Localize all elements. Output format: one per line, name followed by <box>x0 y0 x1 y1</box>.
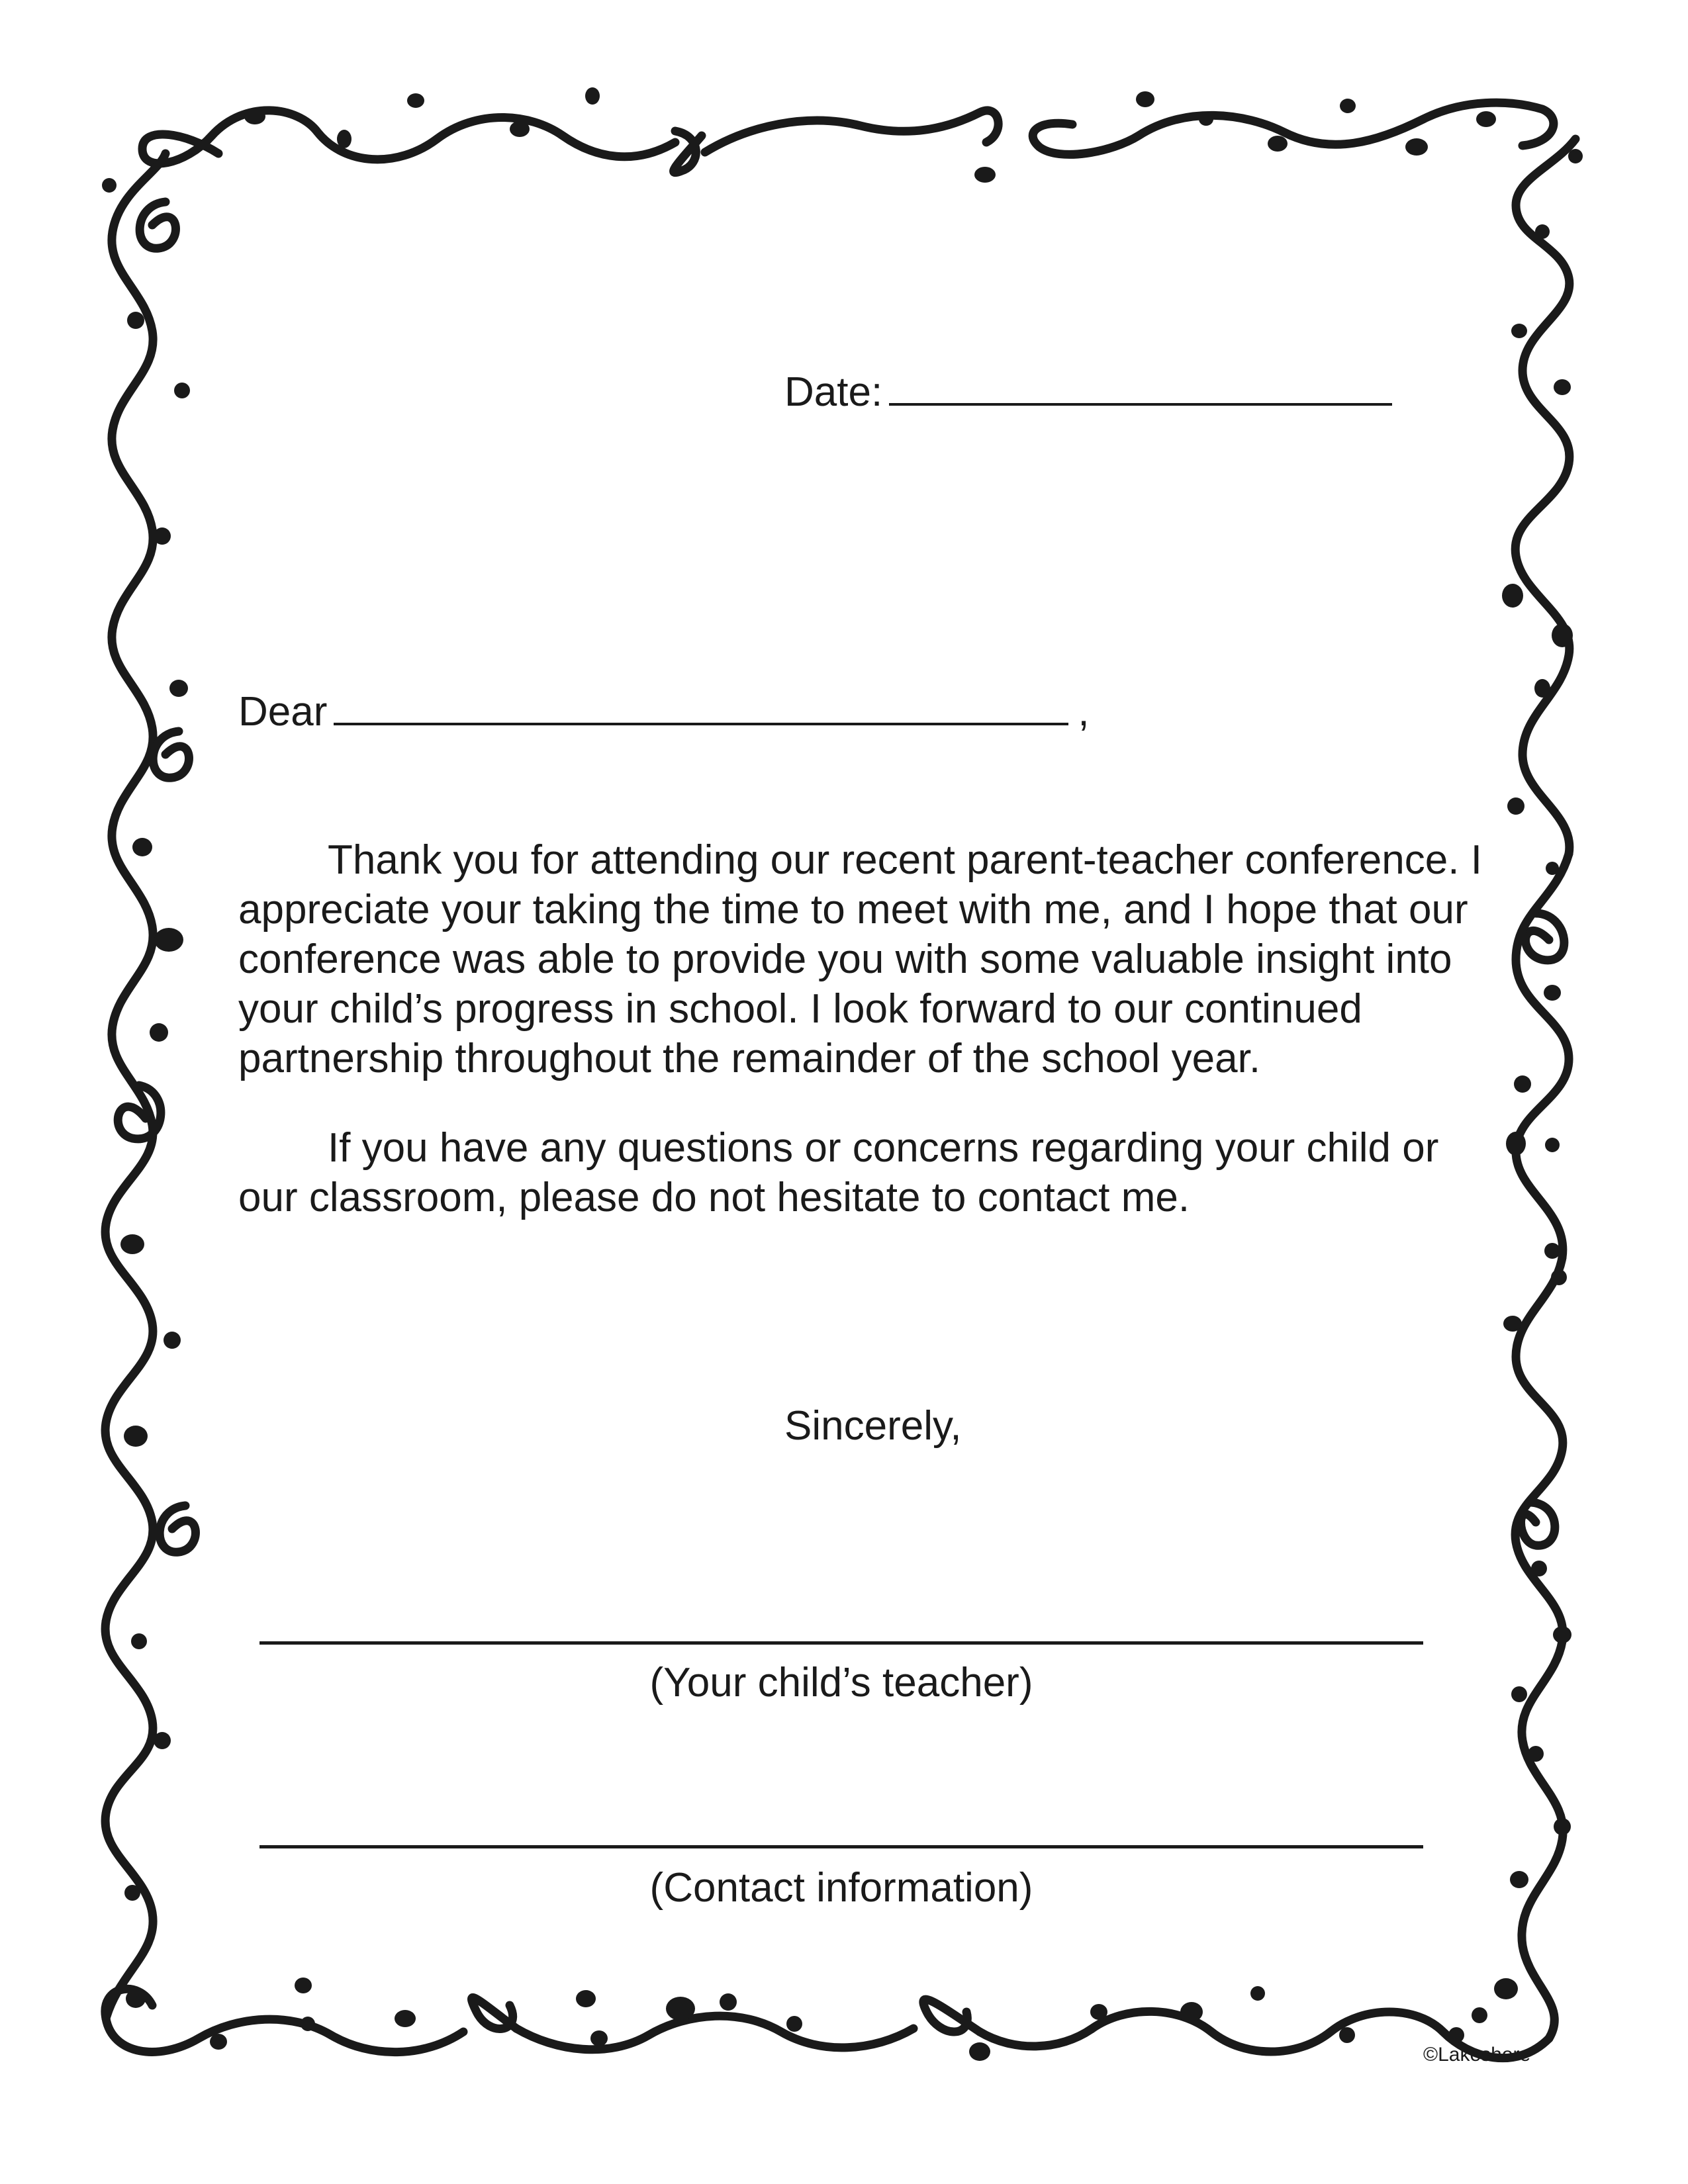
contact-caption: (Contact information) <box>649 1865 1033 1911</box>
body-paragraph-2: If you have any questions or concerns regarding your child or our classroom, please do not hesitate to contact me. <box>238 1125 1439 1220</box>
date-blank-line[interactable] <box>889 370 1392 406</box>
recipient-blank-line[interactable] <box>334 690 1068 725</box>
teacher-caption: (Your child’s teacher) <box>649 1660 1033 1706</box>
date-field <box>784 367 1392 418</box>
date-label: Date: <box>784 369 883 415</box>
copyright-notice: ©Lakeshore <box>1423 2044 1531 2066</box>
contact-info-line[interactable] <box>259 1845 1423 1848</box>
salutation-comma: , <box>1078 689 1090 735</box>
closing: Sincerely, <box>784 1403 962 1449</box>
letter-body <box>238 835 1483 1262</box>
salutation <box>238 687 1090 737</box>
dear-label: Dear <box>238 689 328 735</box>
body-paragraph-1: Thank you for attending our recent parent-teacher conference. I appreciate your taking the time to meet with me, and I hope that our conference was able to provide you with some valuable insight into your child’s progress in school. I look forward to our continued partnership throughout the remainder of the school year. <box>238 837 1482 1081</box>
teacher-signature-line[interactable] <box>259 1641 1423 1645</box>
